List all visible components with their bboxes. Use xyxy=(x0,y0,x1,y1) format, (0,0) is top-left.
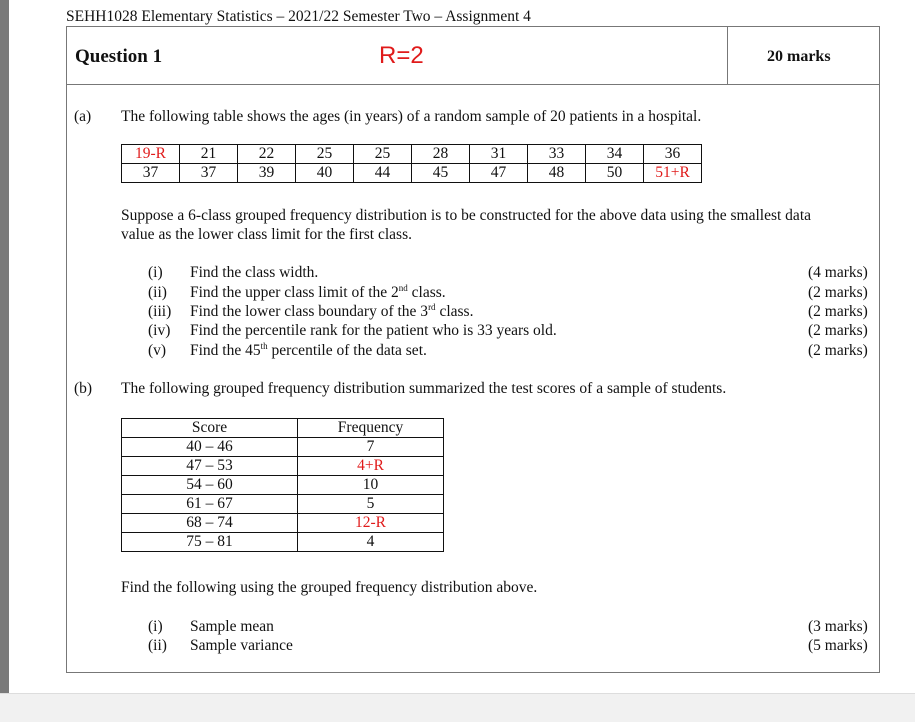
age-cell: 34 xyxy=(586,145,644,164)
age-cell: 31 xyxy=(470,145,528,164)
item-text: Sample mean xyxy=(190,618,274,635)
table-header-row xyxy=(122,419,444,438)
item-number: (v) xyxy=(148,342,167,359)
item-text: Find the upper class limit of the 2nd class. xyxy=(190,282,446,301)
viewer-bottom-bar xyxy=(0,693,915,722)
age-cell: 33 xyxy=(528,145,586,164)
item-marks: (5 marks) xyxy=(808,637,868,654)
age-cell: 40 xyxy=(296,164,354,183)
age-cell: 25 xyxy=(354,145,412,164)
frequency-cell: 12-R xyxy=(298,514,444,533)
frequency-cell: 4+R xyxy=(298,457,444,476)
score-cell: 61 – 67 xyxy=(122,495,298,514)
table-row xyxy=(122,514,444,533)
item-marks: (3 marks) xyxy=(808,618,868,635)
frequency-table xyxy=(121,418,444,552)
viewer-left-edge xyxy=(0,0,9,721)
age-cell: 51+R xyxy=(644,164,702,183)
frequency-cell: 5 xyxy=(298,495,444,514)
table-header: Frequency xyxy=(298,419,444,438)
age-cell: 48 xyxy=(528,164,586,183)
part-b-label: (b) xyxy=(74,380,93,397)
age-cell: 47 xyxy=(470,164,528,183)
age-cell: 37 xyxy=(180,164,238,183)
age-cell: 37 xyxy=(122,164,180,183)
part-b-intro: The following grouped frequency distribution summarized the test scores of a sample of students. xyxy=(121,380,727,397)
r-value: R=2 xyxy=(379,42,424,69)
age-cell: 28 xyxy=(412,145,470,164)
table-row xyxy=(122,495,444,514)
table-row xyxy=(122,438,444,457)
age-cell: 50 xyxy=(586,164,644,183)
item-marks: (2 marks) xyxy=(808,303,868,320)
ages-table xyxy=(121,144,702,183)
item-marks: (2 marks) xyxy=(808,284,868,301)
part-b-find-text: Find the following using the grouped frequency distribution above. xyxy=(121,579,538,596)
part-a-intro: The following table shows the ages (in years) of a random sample of 20 patients in a hospital. xyxy=(121,108,702,125)
table-row xyxy=(122,476,444,495)
part-a-label: (a) xyxy=(74,108,92,125)
part-a-instruction-1: Suppose a 6-class grouped frequency distribution is to be constructed for the above data using the smallest data xyxy=(121,207,811,224)
frequency-cell: 7 xyxy=(298,438,444,457)
item-marks: (2 marks) xyxy=(808,342,868,359)
age-cell: 36 xyxy=(644,145,702,164)
question-label: Question 1 xyxy=(75,46,163,67)
item-text: Find the 45th percentile of the data set. xyxy=(190,340,427,359)
frequency-cell: 10 xyxy=(298,476,444,495)
score-cell: 68 – 74 xyxy=(122,514,298,533)
score-cell: 75 – 81 xyxy=(122,533,298,552)
age-cell: 22 xyxy=(238,145,296,164)
item-text: Find the lower class boundary of the 3rd class. xyxy=(190,301,474,320)
item-marks: (2 marks) xyxy=(808,322,868,339)
item-number: (iv) xyxy=(148,322,171,339)
item-text: Sample variance xyxy=(190,637,293,654)
age-cell: 21 xyxy=(180,145,238,164)
header-divider xyxy=(727,27,728,84)
item-number: (ii) xyxy=(148,637,167,654)
score-cell: 54 – 60 xyxy=(122,476,298,495)
ages-row-1 xyxy=(122,145,702,164)
document-header: SEHH1028 Elementary Statistics – 2021/22 Semester Two – Assignment 4 xyxy=(66,8,531,25)
item-text: Find the percentile rank for the patient who is 33 years old. xyxy=(190,322,557,339)
age-cell: 19-R xyxy=(122,145,180,164)
item-number: (iii) xyxy=(148,303,172,320)
frequency-cell: 4 xyxy=(298,533,444,552)
item-marks: (4 marks) xyxy=(808,264,868,281)
item-number: (i) xyxy=(148,618,163,635)
age-cell: 45 xyxy=(412,164,470,183)
age-cell: 39 xyxy=(238,164,296,183)
score-cell: 40 – 46 xyxy=(122,438,298,457)
table-row xyxy=(122,457,444,476)
item-number: (i) xyxy=(148,264,163,281)
total-marks: 20 marks xyxy=(767,48,831,65)
item-text: Find the class width. xyxy=(190,264,319,281)
age-cell: 44 xyxy=(354,164,412,183)
ages-row-2 xyxy=(122,164,702,183)
table-row xyxy=(122,533,444,552)
age-cell: 25 xyxy=(296,145,354,164)
item-number: (ii) xyxy=(148,284,167,301)
table-header: Score xyxy=(122,419,298,438)
score-cell: 47 – 53 xyxy=(122,457,298,476)
part-a-instruction-2: value as the lower class limit for the first class. xyxy=(121,226,412,243)
question-header-box xyxy=(66,26,880,85)
